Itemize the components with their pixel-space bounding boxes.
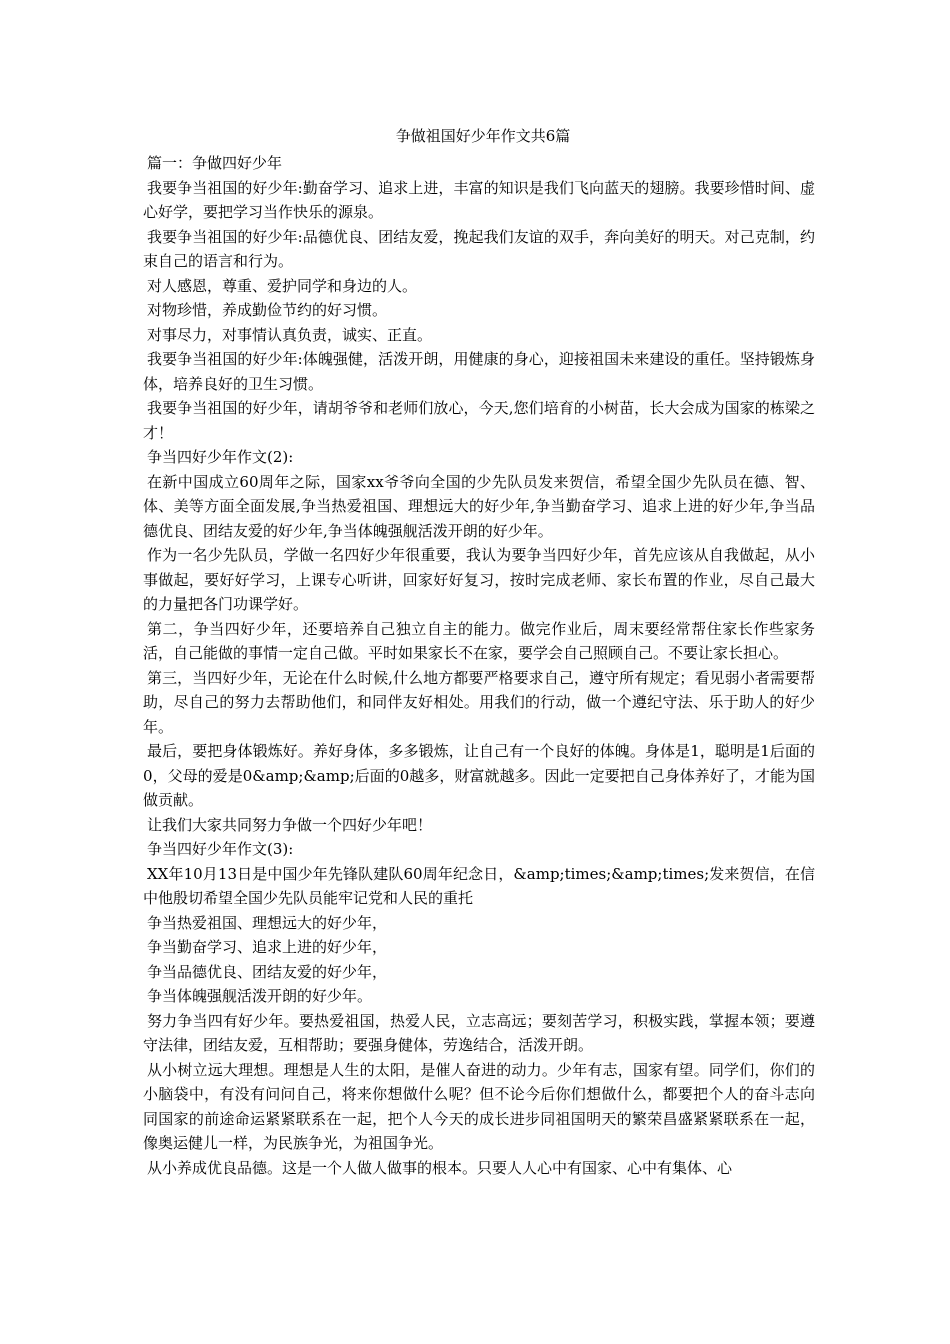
paragraph: 争当体魄强舰活泼开朗的好少年。 <box>147 987 373 1005</box>
paragraph: 从小养成优良品德。这是一个人做人做事的根本。只要人人心中有国家、心中有集体、心 <box>147 1158 733 1177</box>
paragraph: 我要争当祖国的好少年，请胡爷爷和老师们放心，今天,您们培育的小树苗，长大会成为国家的栋梁之才！ <box>143 399 815 442</box>
paragraph: 在新中国成立60周年之际，国家xx爷爷向全国的少先队员发来贺信，希望全国少先队员在德、智、体、美等方面全面发展,争当热爱祖国、理想远大的好少年,争当勤奋学习、追求上进的好少年,争当品德优良、团结友爱的好少年,争当体魄强舰活泼开朗的好少年。 <box>143 472 815 540</box>
document-title: 争做祖国好少年作文共6篇 <box>395 127 571 145</box>
paragraph: 我要争当祖国的好少年:体魄强健，活泼开朗，用健康的身心，迎接祖国未来建设的重任。坚持锻炼身体，培养良好的卫生习惯。 <box>143 350 815 393</box>
paragraph: 让我们大家共同努力争做一个四好少年吧！ <box>147 815 433 834</box>
paragraph: 对人感恩，尊重、爱护同学和身边的人。 <box>147 276 418 295</box>
paragraph: 第三，当四好少年，无论在什么时候,什么地方都要严格要求自己，遵守所有规定；看见弱小者需要帮助，尽自己的努力去帮助他们，和同伴友好相处。用我们的行动，做一个遵纪守法、乐于助人的好少年。 <box>143 668 815 736</box>
paragraph: 对物珍惜，养成勤俭节约的好习惯。 <box>147 301 388 319</box>
paragraph: 争当热爱祖国、理想远大的好少年， <box>147 913 388 932</box>
paragraph: 争当四好少年作文(2): <box>147 448 294 466</box>
paragraph: 作为一名少先队员，学做一名四好少年很重要，我认为要争当四好少年，首先应该从自我做起，从小事做起，要好好学习，上课专心听讲，回家好好复习，按时完成老师、家长布置的作业，尽自己最大的力量把各门功课学好。 <box>143 546 815 613</box>
paragraph: 争当勤奋学习、追求上进的好少年， <box>147 938 388 956</box>
paragraph: 我要争当祖国的好少年:勤奋学习、追求上进，丰富的知识是我们飞向蓝天的翅膀。我要珍惜时间、虚心好学，要把学习当作快乐的源泉。 <box>143 178 815 221</box>
paragraph: 最后，要把身体锻炼好。养好身体，多多锻炼，让自己有一个良好的体魄。身体是1，聪明是1后面的0，父母的爱是0&amp;&amp;后面的0越多，财富就越多。因此一定要把自己身体养好了，才能为国做贡献。 <box>143 742 815 809</box>
paragraph: 争当品德优良、团结友爱的好少年， <box>147 962 388 981</box>
paragraph: 我要争当祖国的好少年:品德优良、团结友爱，挽起我们友谊的双手，奔向美好的明天。对己克制，约束自己的语言和行为。 <box>143 227 815 270</box>
paragraph: 篇一：争做四好少年 <box>147 154 283 172</box>
paragraph: 努力争当四有好少年。要热爱祖国，热爱人民，立志高远；要刻苦学习，积极实践，掌握本领；要遵守法律，团结友爱，互相帮助；要强身健体，劳逸结合，活泼开朗。 <box>143 1011 815 1054</box>
paragraph: XX年10月13日是中国少年先锋队建队60周年纪念日，&amp;times;&amp;times;发来贺信，在信中他殷切希望全国少先队员能牢记党和人民的重托 <box>143 864 815 907</box>
paragraph: 对事尽力，对事情认真负责，诚实、正直。 <box>147 325 433 344</box>
paragraph: 第二，争当四好少年，还要培养自己独立自主的能力。做完作业后，周末要经常帮住家长作些家务活，自己能做的事情一定自己做。平时如果家长不在家，要学会自己照顾自己。不要让家长担心。 <box>143 619 815 662</box>
paragraph: 从小树立远大理想。理想是人生的太阳，是催人奋进的动力。少年有志，国家有望。同学们，你们的小脑袋中，有没有问问自己，将来你想做什么呢？但不论今后你们想做什么，都要把个人的奋斗志向同国家的前途命运紧紧联系在一起，把个人今天的成长进步同祖国明天的繁荣昌盛紧紧联系在一起，像奥运健儿一样，为民族争光，为祖国争光。 <box>143 1060 815 1152</box>
document-page <box>143 125 815 1180</box>
paragraph: 争当四好少年作文(3): <box>147 840 294 858</box>
